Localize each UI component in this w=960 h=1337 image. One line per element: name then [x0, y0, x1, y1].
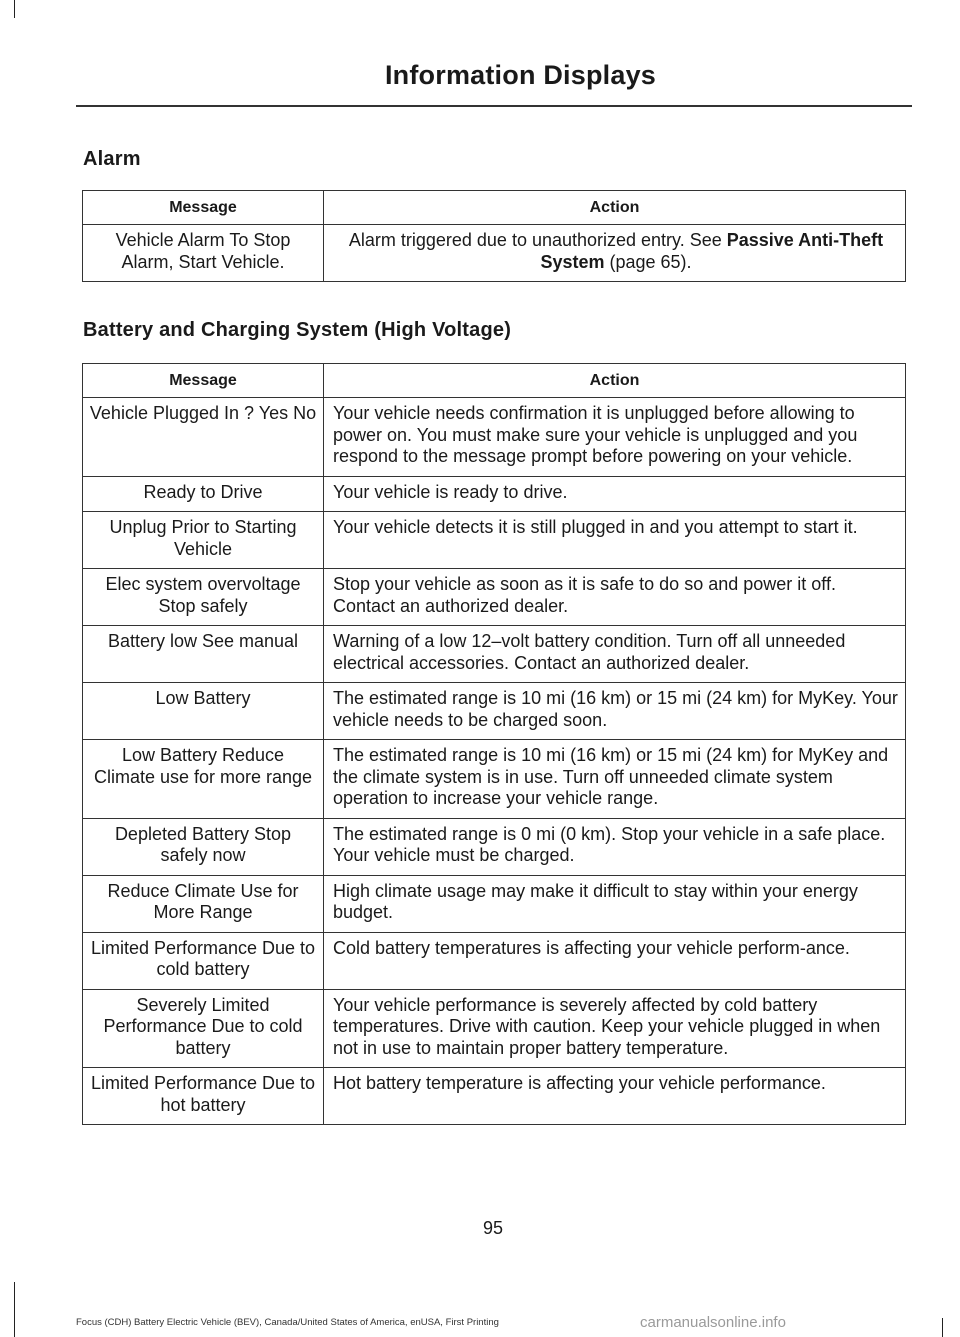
message-cell: Battery low See manual [83, 626, 324, 683]
table-row [83, 1068, 906, 1125]
crop-mark [942, 1318, 943, 1337]
page-header-title: Information Displays [384, 60, 656, 90]
message-cell: Vehicle Alarm To Stop Alarm, Start Vehicle. [83, 225, 324, 282]
column-header-message: Message [83, 364, 324, 398]
action-text: Alarm triggered due to unauthorized entry. See [348, 230, 727, 250]
column-header-action: Action [324, 191, 906, 225]
message-cell: Reduce Climate Use for More Range [83, 875, 324, 932]
cross-reference-link[interactable]: Passive Anti-Theft System [540, 230, 884, 272]
message-cell: Depleted Battery Stop safely now [83, 818, 324, 875]
table-row [83, 932, 906, 989]
column-header-action: Action [324, 364, 906, 398]
message-cell: Unplug Prior to Starting Vehicle [83, 512, 324, 569]
action-cell: The estimated range is 10 mi (16 km) or 15 mi (24 km) for MyKey. Your vehicle needs to be charged soon. [324, 683, 906, 740]
message-cell: Limited Performance Due to cold battery [83, 932, 324, 989]
table-row [83, 875, 906, 932]
action-cell: The estimated range is 0 mi (0 km). Stop your vehicle in a safe place. Your vehicle must be charged. [324, 818, 906, 875]
action-cell: Your vehicle detects it is still plugged in and you attempt to start it. [324, 512, 906, 569]
table-row [83, 818, 906, 875]
action-cell: Warning of a low 12–volt battery condition. Turn off all unneeded electrical accessories. Contact an authorized dealer. [324, 626, 906, 683]
crop-mark [14, 0, 15, 18]
message-cell: Low Battery [83, 683, 324, 740]
message-cell: Vehicle Plugged In ? Yes No [83, 398, 324, 477]
message-cell: Elec system overvoltage Stop safely [83, 569, 324, 626]
table-row [83, 512, 906, 569]
action-cell [324, 225, 906, 282]
action-cell: The estimated range is 10 mi (16 km) or 15 mi (24 km) for MyKey and the climate system is in use. Turn off unneeded climate system operation to increase your vehicle range. [324, 740, 906, 819]
table-row [83, 225, 906, 282]
crop-mark [14, 1282, 15, 1337]
action-cell: High climate usage may make it difficult to stay within your energy budget. [324, 875, 906, 932]
table-row [83, 398, 906, 477]
battery-table [82, 363, 906, 1125]
action-cell: Your vehicle needs confirmation it is unplugged before allowing to power on. You must make sure your vehicle is unplugged and you respond to the message prompt before powering on your vehicle. [324, 398, 906, 477]
printing-info: Focus (CDH) Battery Electric Vehicle (BEV), Canada/United States of America, enUSA, First Printing [76, 1317, 499, 1328]
table-row [83, 569, 906, 626]
table-row [83, 740, 906, 819]
watermark: carmanualsonline.info [640, 1314, 786, 1331]
message-cell: Low Battery Reduce Climate use for more range [83, 740, 324, 819]
message-cell: Ready to Drive [83, 476, 324, 512]
message-cell: Severely Limited Performance Due to cold battery [83, 989, 324, 1068]
table-row [83, 989, 906, 1068]
column-header-message: Message [83, 191, 324, 225]
action-cell: Stop your vehicle as soon as it is safe to do so and power it off. Contact an authorized dealer. [324, 569, 906, 626]
table-row [83, 683, 906, 740]
action-cell: Your vehicle is ready to drive. [324, 476, 906, 512]
table-row [83, 626, 906, 683]
action-cell: Cold battery temperatures is affecting your vehicle perform-ance. [324, 932, 906, 989]
action-cell: Hot battery temperature is affecting your vehicle performance. [324, 1068, 906, 1125]
section-title-alarm: Alarm [83, 148, 141, 170]
action-cell: Your vehicle performance is severely affected by cold battery temperatures. Drive with caution. Keep your vehicle plugged in when not in use to maintain proper battery temperature. [324, 989, 906, 1068]
message-cell: Limited Performance Due to hot battery [83, 1068, 324, 1125]
page-number: 95 [482, 1218, 504, 1238]
page-reference: (page 65). [604, 251, 692, 272]
alarm-table [82, 190, 906, 282]
header-divider [76, 105, 912, 107]
section-title-battery: Battery and Charging System (High Voltage) [83, 319, 512, 341]
table-row [83, 476, 906, 512]
